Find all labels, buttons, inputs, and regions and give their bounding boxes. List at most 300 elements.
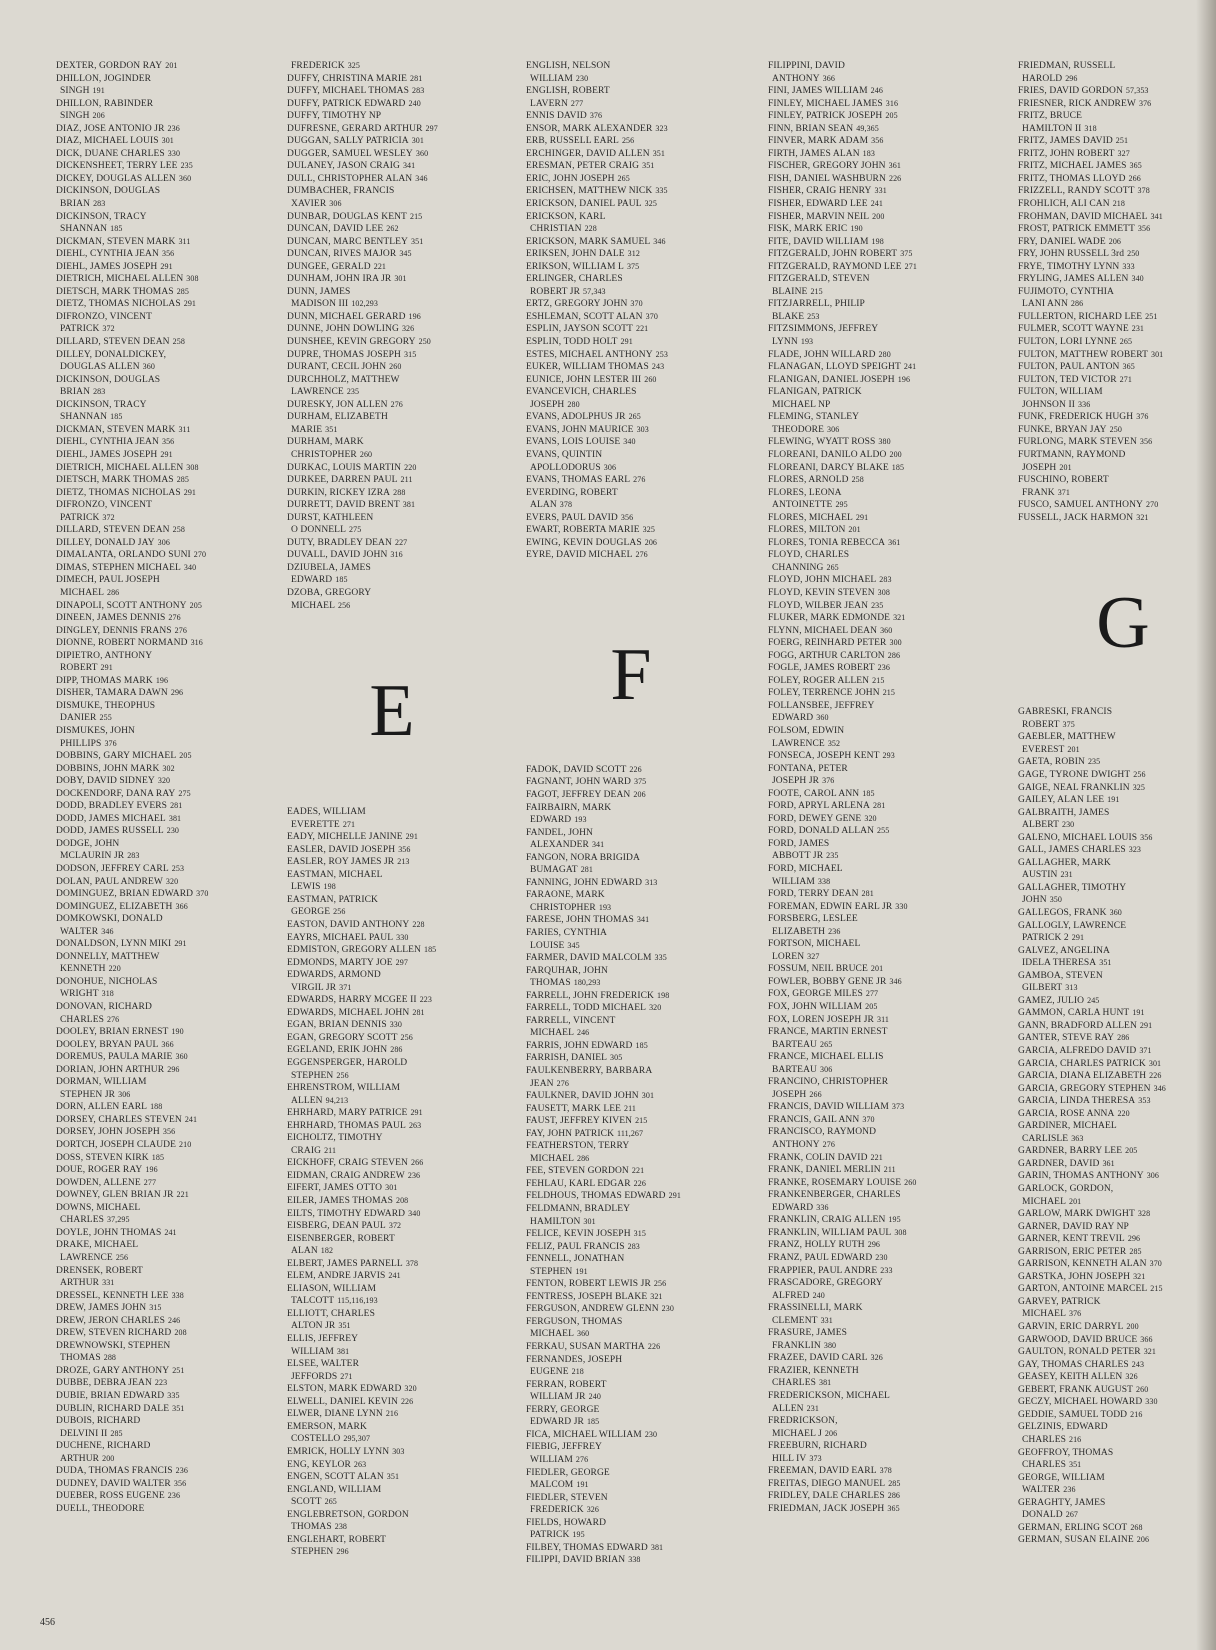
entry-name: ERESMAN, PETER CRAIG xyxy=(526,161,640,172)
entry-page-ref: 311 xyxy=(178,236,191,246)
entry-page-ref: 253 xyxy=(655,349,668,359)
index-entry xyxy=(768,813,978,826)
entry-name: DUDNEY, DAVID WALTER xyxy=(56,1478,171,1489)
entry-name: DORN, ALLEN EARL xyxy=(56,1102,148,1113)
index-entry-continuation xyxy=(1018,982,1216,995)
entry-page-ref: 366 xyxy=(1140,1334,1153,1344)
index-entry xyxy=(287,844,497,857)
index-entry xyxy=(56,625,266,638)
entry-page-ref: 260 xyxy=(389,362,402,372)
entry-page-ref: 191 xyxy=(575,1266,588,1276)
entry-name: FAIRBAIRN, MARK xyxy=(526,802,612,813)
entry-name: FLANAGAN, LLOYD SPEIGHT xyxy=(768,362,901,373)
entry-name: FERGUSON, THOMAS xyxy=(526,1316,623,1327)
index-entry xyxy=(287,110,497,123)
index-entry-continuation xyxy=(56,198,266,211)
index-entry xyxy=(1018,794,1216,807)
index-entry xyxy=(287,160,497,173)
entry-page-ref: 352 xyxy=(827,738,841,748)
index-entry-continuation xyxy=(768,712,978,725)
entry-name: GEORGE xyxy=(291,907,331,918)
index-entry xyxy=(768,474,978,487)
index-entry xyxy=(768,1277,978,1290)
index-entry-continuation xyxy=(768,738,978,751)
index-entry-continuation xyxy=(1018,1509,1216,1522)
entry-name: CARLISLE xyxy=(1022,1133,1069,1144)
entry-name: FEE, STEVEN GORDON xyxy=(526,1166,629,1177)
entry-page-ref: 291 xyxy=(410,1108,423,1118)
index-entry-continuation xyxy=(526,1027,736,1040)
entry-name: DOOLEY, BRIAN ERNEST xyxy=(56,1027,169,1038)
entry-page-ref: 306 xyxy=(329,199,342,209)
entry-page-ref: 263 xyxy=(353,1459,367,1469)
index-column-3 xyxy=(526,60,736,1567)
entry-name: ALAN xyxy=(530,500,557,511)
entry-page-ref: 376 xyxy=(1136,412,1149,422)
index-entry xyxy=(56,248,266,261)
entry-page-ref: 228 xyxy=(584,224,597,234)
index-entry-continuation xyxy=(287,60,497,73)
entry-page-ref: 256 xyxy=(336,1070,349,1080)
entry-page-ref: 336 xyxy=(816,1202,829,1212)
entry-name: MICHAEL xyxy=(60,587,104,598)
index-entry xyxy=(287,549,497,562)
entry-page-ref: 371 xyxy=(1139,1046,1152,1055)
index-entry xyxy=(768,1214,978,1227)
entry-page-ref: 230 xyxy=(661,1304,674,1314)
entry-page-ref: 270 xyxy=(1146,500,1159,510)
index-entry xyxy=(56,1152,266,1165)
entry-name: DINGLEY, DENNIS FRANS xyxy=(56,625,172,636)
entry-name: EUKER, WILLIAM THOMAS xyxy=(526,362,649,373)
entry-name: EVANS, THOMAS EARL xyxy=(526,475,631,486)
index-entry-continuation xyxy=(526,814,736,827)
entry-page-ref: 205 xyxy=(179,751,192,761)
entry-page-ref: 260 xyxy=(904,1177,917,1187)
entry-name: FRIZZELL, RANDY SCOTT xyxy=(1018,186,1135,197)
entry-name: APOLLODORUS xyxy=(530,462,601,473)
entry-page-ref: 360 xyxy=(576,1329,590,1339)
index-entry xyxy=(287,349,497,362)
index-entry xyxy=(56,261,266,274)
entry-page-ref: 346 xyxy=(653,236,666,246)
entry-name: ENGLAND, WILLIAM xyxy=(287,1484,382,1495)
index-entry-continuation xyxy=(287,1070,497,1083)
entry-page-ref: 205 xyxy=(865,1002,878,1012)
entry-name: DODD, JAMES MICHAEL xyxy=(56,813,166,824)
entry-page-ref: 346 xyxy=(1153,1083,1166,1093)
index-entry xyxy=(287,98,497,111)
entry-page-ref: 318 xyxy=(1084,123,1097,133)
entry-name: ENGLEBRETSON, GORDON xyxy=(287,1509,409,1520)
entry-name: DURKEE, DARREN PAUL xyxy=(287,475,398,486)
index-entry xyxy=(526,160,736,173)
entry-page-ref: 256 xyxy=(400,1032,413,1042)
entry-name: GILBERT xyxy=(1022,983,1063,994)
entry-name: GAMMON, CARLA HUNT xyxy=(1018,1008,1130,1019)
entry-name: FROHLICH, ALI CAN xyxy=(1018,199,1110,210)
index-entry xyxy=(526,148,736,161)
entry-page-ref: 208 xyxy=(395,1196,409,1206)
entry-page-ref: 376 xyxy=(822,776,835,786)
entry-page-ref: 316 xyxy=(190,638,203,648)
entry-page-ref: 221 xyxy=(631,1166,645,1176)
index-entry xyxy=(287,323,497,336)
entry-name: FLORES, LEONA xyxy=(768,487,842,498)
entry-name: THOMAS xyxy=(530,978,571,989)
entry-page-ref: 341 xyxy=(402,161,416,171)
entry-page-ref: 335 xyxy=(654,953,667,963)
entry-page-ref: 205 xyxy=(885,111,898,121)
index-entry xyxy=(1018,1384,1216,1397)
index-entry xyxy=(1018,512,1216,525)
entry-name: FINN, BRIAN SEAN xyxy=(768,123,854,134)
index-entry xyxy=(526,1165,736,1178)
index-entry-continuation xyxy=(56,1277,266,1290)
entry-page-ref: 291 xyxy=(183,487,197,497)
index-entry xyxy=(1018,374,1216,387)
entry-page-ref: 281 xyxy=(861,889,874,899)
index-entry-continuation xyxy=(1018,1196,1216,1209)
entry-page-ref: 301 xyxy=(161,136,174,146)
entry-page-ref: 263 xyxy=(408,1120,422,1130)
index-entry-continuation xyxy=(56,988,266,1001)
index-entry xyxy=(768,1365,978,1378)
entry-name: FARRELL, JOHN FREDERICK xyxy=(526,990,655,1001)
entry-page-ref: 370 xyxy=(862,1114,875,1124)
entry-name: DURST, KATHLEEN xyxy=(287,512,374,523)
index-entry-continuation xyxy=(287,1320,497,1333)
index-entry xyxy=(287,336,497,349)
entry-name: GARTON, ANTOINE MARCEL xyxy=(1018,1284,1148,1295)
index-entry xyxy=(287,932,497,945)
index-entry xyxy=(1018,907,1216,920)
index-entry xyxy=(1018,731,1216,744)
index-entry xyxy=(1018,1522,1216,1535)
entry-name: LAWRENCE xyxy=(291,387,344,398)
entry-name: FREEMAN, DAVID EARL xyxy=(768,1466,877,1477)
entry-page-ref: 311 xyxy=(877,1014,890,1024)
entry-name: XAVIER xyxy=(291,199,327,210)
entry-name: FISHER, MARVIN NEIL xyxy=(768,211,870,222)
index-entry xyxy=(287,1208,497,1221)
entry-page-ref: 182 xyxy=(320,1246,334,1256)
entry-name: DISMUKE, THEOPHUS xyxy=(56,700,156,711)
index-entry xyxy=(1018,211,1216,224)
index-entry xyxy=(768,825,978,838)
entry-page-ref: 258 xyxy=(172,337,185,347)
entry-name: DICKINSON, DOUGLAS xyxy=(56,186,161,197)
entry-page-ref: 251 xyxy=(1145,311,1158,321)
entry-page-ref: 235 xyxy=(346,387,360,397)
index-entry xyxy=(1018,970,1216,983)
entry-name: JOHN xyxy=(1022,895,1047,906)
entry-name: FRY, JOHN RUSSELL 3rd xyxy=(1018,249,1125,260)
entry-page-ref: 315 xyxy=(404,349,417,359)
index-entry xyxy=(56,763,266,776)
entry-name: DHILLON, RABINDER xyxy=(56,98,154,109)
index-entry xyxy=(1018,1321,1216,1334)
index-entry xyxy=(287,1446,497,1459)
index-entry xyxy=(287,1044,497,1057)
index-entry xyxy=(768,1252,978,1265)
entry-page-ref: 206 xyxy=(633,789,646,799)
index-entry-continuation xyxy=(1018,719,1216,732)
entry-page-ref: 265 xyxy=(1119,337,1133,347)
entry-page-ref: 381 xyxy=(168,813,182,823)
entry-page-ref: 283 xyxy=(127,851,140,861)
entry-page-ref: 235 xyxy=(826,851,839,861)
index-entry xyxy=(1018,1170,1216,1183)
index-entry xyxy=(526,952,736,965)
entry-name: ENSOR, MARK ALEXANDER xyxy=(526,123,653,134)
entry-name: JOSEPH xyxy=(530,399,565,410)
entry-page-ref: 361 xyxy=(888,537,901,547)
index-entry xyxy=(768,1001,978,1014)
entry-page-ref: 270 xyxy=(193,550,207,560)
entry-name: FONTANA, PETER xyxy=(768,763,848,774)
entry-name: DORSEY, CHARLES STEVEN xyxy=(56,1114,182,1125)
entry-name: FARESE, JOHN THOMAS xyxy=(526,915,634,926)
entry-name: DIETZ, THOMAS NICHOLAS xyxy=(56,299,181,310)
index-entry xyxy=(287,1007,497,1020)
index-entry xyxy=(56,612,266,625)
entry-page-ref: 378 xyxy=(1137,186,1150,196)
index-entry xyxy=(287,1258,497,1271)
entry-name: FULTON, MATTHEW ROBERT xyxy=(1018,349,1148,360)
entry-name: DUTY, BRADLEY DEAN xyxy=(287,537,392,548)
entry-name: ELEM, ANDRE JARVIS xyxy=(287,1271,386,1282)
entry-name: ANTHONY xyxy=(772,73,820,84)
entry-name: FORTSON, MICHAEL xyxy=(768,939,861,950)
entry-name: FINI, JAMES WILLIAM xyxy=(768,86,868,97)
entry-name: STEPHEN xyxy=(530,1266,573,1277)
entry-name: FENTRESS, JOSEPH BLAKE xyxy=(526,1291,648,1302)
entry-name: FOX, GEORGE MILES xyxy=(768,989,863,1000)
entry-name: FUSSELL, JACK HARMON xyxy=(1018,512,1134,523)
entries xyxy=(526,60,736,562)
entry-name: EASLER, DAVID JOSEPH xyxy=(287,844,396,855)
entry-name: FARQUHAR, JOHN xyxy=(526,965,608,976)
index-entry xyxy=(768,298,978,311)
entry-page-ref: 372 xyxy=(102,512,115,522)
entry-name: FINVER, MARK ADAM xyxy=(768,136,869,147)
entry-page-ref: 301 xyxy=(394,274,407,284)
entry-page-ref: 375 xyxy=(626,261,640,271)
entry-page-ref: 323 xyxy=(655,123,668,133)
entry-name: EHRENSTROM, WILLIAM xyxy=(287,1083,401,1094)
index-entry xyxy=(526,110,736,123)
entry-page-ref: 356 xyxy=(871,136,884,146)
entry-name: DIONNE, ROBERT NORMAND xyxy=(56,638,188,649)
index-entry xyxy=(526,1341,736,1354)
index-entry-continuation xyxy=(768,876,978,889)
entry-page-ref: 208 xyxy=(174,1328,187,1338)
entry-page-ref: 226 xyxy=(400,1396,414,1406)
index-entry xyxy=(1018,920,1216,933)
entry-page-ref: 200 xyxy=(889,449,902,459)
entry-name: DOMINGUEZ, BRIAN EDWARD xyxy=(56,889,194,900)
entry-name: FLOYD, WILBER JEAN xyxy=(768,600,869,611)
entry-name: FOLEY, TERRENCE JOHN xyxy=(768,688,880,699)
entry-page-ref: 306 xyxy=(603,462,617,472)
entry-name: GARCIA, ALFREDO DAVID xyxy=(1018,1046,1137,1056)
entry-page-ref: 228 xyxy=(412,919,425,929)
entry-page-ref: 241 xyxy=(903,362,917,372)
entry-page-ref: 211 xyxy=(624,1103,637,1113)
entry-name: PATRICK 2 xyxy=(1022,933,1069,944)
entry-page-ref: 306 xyxy=(118,1089,131,1099)
entry-name: GALLAGHER, TIMOTHY xyxy=(1018,882,1127,893)
index-entry xyxy=(287,286,497,299)
index-entry-continuation xyxy=(526,1366,736,1379)
entry-page-ref: 320 xyxy=(165,876,179,886)
entry-name: FOGLE, JAMES ROBERT xyxy=(768,663,875,674)
index-entry-continuation xyxy=(768,1428,978,1441)
entry-page-ref: 361 xyxy=(888,161,901,171)
index-entry-continuation xyxy=(768,1039,978,1052)
index-entry-continuation xyxy=(768,1403,978,1416)
index-entry xyxy=(768,1101,978,1114)
index-entry xyxy=(287,223,497,236)
index-entry xyxy=(768,700,978,713)
entry-page-ref: 215 xyxy=(1150,1284,1163,1294)
index-entry xyxy=(56,1039,266,1052)
index-entry xyxy=(56,913,266,926)
entry-name: FRIESNER, RICK ANDREW xyxy=(1018,98,1136,109)
entry-name: FRIEDMAN, JACK JOSEPH xyxy=(768,1503,885,1514)
index-entry xyxy=(56,98,266,111)
index-entry-continuation xyxy=(768,775,978,788)
entry-name: FLEWING, WYATT ROSS xyxy=(768,437,876,448)
entry-page-ref: 215 xyxy=(810,286,823,296)
entry-name: ERTZ, GREGORY JOHN xyxy=(526,299,628,310)
entry-name: FREDERICKSON, MICHAEL xyxy=(768,1390,890,1401)
entry-name: DUNHAM, JOHN IRA JR xyxy=(287,274,392,285)
entry-name: FRYLING, JAMES ALLEN xyxy=(1018,274,1129,285)
entry-name: DOBBINS, GARY MICHAEL xyxy=(56,751,177,762)
entry-name: FULLERTON, RICHARD LEE xyxy=(1018,311,1143,322)
entry-page-ref: 356 xyxy=(162,1127,176,1137)
index-entry xyxy=(768,236,978,249)
index-entry xyxy=(287,1396,497,1409)
index-entry xyxy=(287,1484,497,1497)
entry-page-ref: 301 xyxy=(583,1216,596,1226)
entry-name: JOSEPH xyxy=(1022,462,1057,473)
entry-name: LOREN xyxy=(772,951,805,962)
entry-page-ref: 381 xyxy=(818,1378,832,1388)
entry-name: FRITZ, BRUCE xyxy=(1018,111,1083,122)
index-entry xyxy=(526,1467,736,1480)
index-entry-continuation xyxy=(1018,744,1216,757)
entry-name: GALBRAITH, JAMES xyxy=(1018,807,1110,818)
entry-name: DURKIN, RICKEY IZRA xyxy=(287,487,391,498)
entry-page-ref: 276 xyxy=(635,550,648,560)
index-entry xyxy=(56,650,266,663)
entry-page-ref: 275 xyxy=(178,788,191,798)
entry-name: FRITZ, JAMES DAVID xyxy=(1018,136,1113,147)
entry-page-ref: 235 xyxy=(1087,757,1101,767)
entry-page-ref: 296 xyxy=(336,1547,349,1557)
entry-page-ref: 291 xyxy=(174,939,187,949)
entry-name: DUNSHEE, KEVIN GREGORY xyxy=(287,337,416,348)
entry-page-ref: 223 xyxy=(154,1378,168,1388)
index-entry xyxy=(526,135,736,148)
index-entry xyxy=(526,411,736,424)
entry-page-ref: 297 xyxy=(395,957,408,967)
entry-name: ENG, KEYLOR xyxy=(287,1459,351,1470)
index-entry xyxy=(526,852,736,865)
entry-name: ENGEN, SCOTT ALAN xyxy=(287,1472,384,1483)
index-entry xyxy=(1018,323,1216,336)
entry-page-ref: 361 xyxy=(1102,1158,1115,1168)
entry-page-ref: 295 xyxy=(835,500,848,510)
index-entry-continuation xyxy=(287,1245,497,1258)
entry-page-ref: 316 xyxy=(885,98,899,108)
entry-name: FINLEY, PATRICK JOSEPH xyxy=(768,111,883,122)
entry-name: DURHAM, MARK xyxy=(287,437,364,448)
entry-page-ref: 185 xyxy=(586,1417,600,1427)
entries xyxy=(526,764,736,1567)
entry-name: FULTON, LORI LYNNE xyxy=(1018,337,1117,348)
entry-name: GEOFFROY, THOMAS xyxy=(1018,1447,1114,1458)
index-entry xyxy=(1018,198,1216,211)
index-entry-continuation xyxy=(287,198,497,211)
entry-name: EDWARD xyxy=(530,815,572,826)
entry-name: AUSTIN xyxy=(1022,870,1058,881)
entry-name: DORMAN, WILLIAM xyxy=(56,1077,147,1088)
index-entry xyxy=(526,827,736,840)
entry-page-ref: 111,267 xyxy=(617,1128,644,1138)
index-entry xyxy=(56,1076,266,1089)
entry-name: GALLAGHER, MARK xyxy=(1018,857,1111,868)
entry-name: EDMONDS, MARTY JOE xyxy=(287,957,393,968)
entry-name: ERICKSON, DANIEL PAUL xyxy=(526,199,642,210)
index-entry xyxy=(287,85,497,98)
entry-page-ref: 378 xyxy=(559,500,573,510)
index-entry xyxy=(768,411,978,424)
index-entry xyxy=(768,211,978,224)
entry-name: GALENO, MICHAEL LOUIS xyxy=(1018,832,1138,843)
entry-name: DUFRESNE, GERARD ARTHUR xyxy=(287,123,423,134)
entry-page-ref: 266 xyxy=(809,1089,822,1099)
entry-name: DOMKOWSKI, DONALD xyxy=(56,914,163,925)
entry-name: GARDNER, DAVID xyxy=(1018,1158,1100,1169)
entry-page-ref: 308 xyxy=(877,587,890,597)
index-entry-continuation xyxy=(768,1340,978,1353)
index-entry xyxy=(56,775,266,788)
index-entry-continuation xyxy=(287,1496,497,1509)
index-entry xyxy=(56,1503,266,1516)
entry-page-ref: 190 xyxy=(171,1027,184,1037)
entry-page-ref: 346 xyxy=(889,976,902,986)
index-entry xyxy=(56,976,266,989)
entry-page-ref: 288 xyxy=(393,487,406,497)
entry-page-ref: 378 xyxy=(405,1258,419,1268)
index-entry xyxy=(768,248,978,261)
entry-page-ref: 281 xyxy=(170,801,183,811)
entry-page-ref: 221 xyxy=(176,1190,189,1200)
entry-page-ref: 351 xyxy=(325,424,338,434)
entry-page-ref: 205 xyxy=(189,600,202,610)
entry-page-ref: 296 xyxy=(867,1240,881,1250)
index-entry xyxy=(56,863,266,876)
index-entry-continuation xyxy=(526,839,736,852)
entry-page-ref: 253 xyxy=(807,311,820,321)
entry-name: CHARLES xyxy=(60,1014,104,1025)
entry-page-ref: 306 xyxy=(827,424,840,434)
entry-page-ref: 351 xyxy=(652,148,665,158)
